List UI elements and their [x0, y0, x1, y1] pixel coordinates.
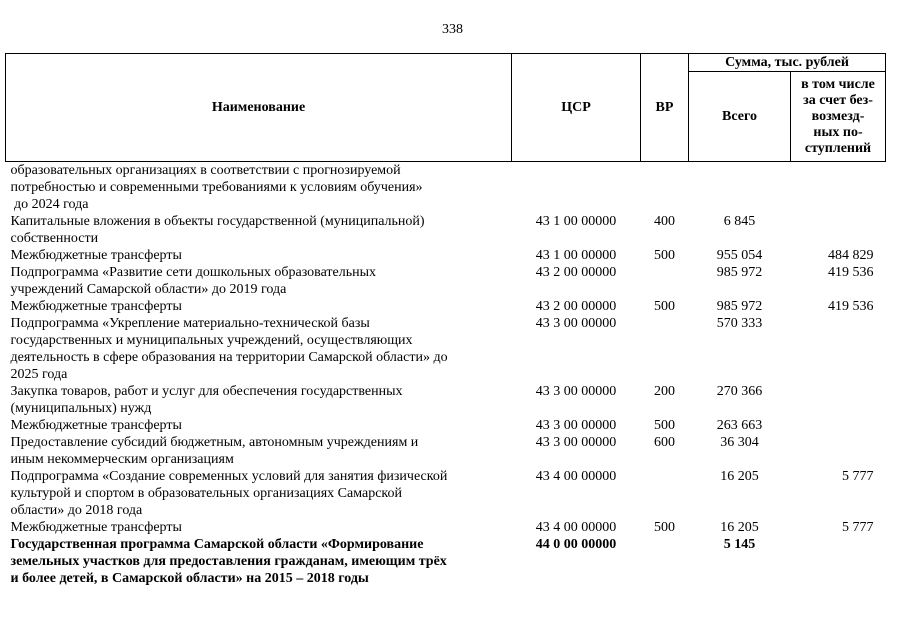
header-csr: ЦСР: [512, 54, 641, 162]
row-name-line: деятельность в сфере образования на территории Самарской области» до: [10, 350, 448, 365]
row-total: 16 205: [720, 469, 759, 484]
row-total: 5 145: [723, 537, 756, 552]
row-name: [6, 536, 512, 587]
table-row: [6, 315, 886, 383]
table-row: [6, 298, 886, 315]
table-row: [6, 519, 886, 536]
row-grant: 484 829: [828, 248, 874, 263]
table-row: [6, 417, 886, 434]
header-grant-line: возмезд-: [811, 108, 865, 124]
row-vr: [641, 536, 689, 587]
row-csr: 43 2 00 00000: [535, 299, 617, 314]
row-grant: [791, 162, 886, 214]
row-total: 955 054: [716, 248, 763, 263]
row-name-line: Капитальные вложения в объекты государственной (муниципальной): [10, 214, 425, 229]
row-grant: [791, 383, 886, 417]
row-total: 36 304: [720, 435, 759, 450]
header-grant-line: за счет без-: [803, 92, 873, 108]
row-name: [6, 264, 512, 298]
row-name-line: земельных участков для предоставления гражданам, имеющим трёх: [10, 554, 447, 569]
row-name-line: собственности: [10, 231, 99, 246]
row-name-line: культурой и спортом в образовательных организациях Самарской: [10, 486, 403, 501]
table-header: [6, 54, 886, 162]
row-grant: 419 536: [828, 265, 874, 280]
row-total: 16 205: [720, 520, 759, 535]
row-vr: 600: [654, 435, 675, 450]
table-row: [6, 536, 886, 587]
page-number: 338: [442, 22, 463, 37]
row-name: [6, 247, 512, 264]
row-vr: [641, 162, 689, 214]
row-name-line: (муниципальных) нужд: [10, 401, 152, 416]
row-name-line: Межбюджетные трансферты: [10, 299, 182, 314]
row-name-line: Государственная программа Самарской области «Формирование: [10, 537, 424, 552]
row-csr: 43 4 00 00000: [535, 469, 617, 484]
row-total: 985 972: [716, 299, 763, 314]
header-vr: ВР: [641, 54, 689, 162]
row-csr: 43 3 00 00000: [535, 384, 617, 399]
row-csr: 43 3 00 00000: [535, 316, 617, 331]
row-vr: 500: [654, 520, 675, 535]
row-name-line: Подпрограмма «Укрепление материально-технической базы: [10, 316, 370, 331]
header-grant-line: ступлений: [804, 140, 872, 156]
row-csr: 44 0 00 00000: [535, 537, 617, 552]
row-name: [6, 213, 512, 247]
row-total: 263 663: [716, 418, 763, 433]
row-grant: [791, 536, 886, 587]
row-name: [6, 417, 512, 434]
row-name: [6, 315, 512, 383]
row-vr: 500: [654, 418, 675, 433]
row-vr: 400: [654, 214, 675, 229]
header-sum-group: Сумма, тыс. рублей: [689, 54, 886, 72]
row-total: 570 333: [716, 316, 763, 331]
row-name-line: образовательных организациях в соответствии с прогнозируемой: [10, 163, 401, 178]
row-vr: 200: [654, 384, 675, 399]
header-grant: [791, 72, 886, 162]
row-name-line: области» до 2018 года: [10, 503, 143, 518]
row-grant: [791, 213, 886, 247]
row-grant: 5 777: [842, 520, 874, 535]
row-name: [6, 298, 512, 315]
row-total: 985 972: [716, 265, 763, 280]
row-name-line: и более детей, в Самарской области» на 2015 – 2018 годы: [10, 571, 369, 586]
row-grant: [791, 417, 886, 434]
row-csr: 43 1 00 00000: [535, 248, 617, 263]
budget-table: [5, 53, 886, 587]
table-row: [6, 213, 886, 247]
row-total: 270 366: [716, 384, 763, 399]
row-name-line: Подпрограмма «Создание современных условий для занятия физической: [10, 469, 448, 484]
row-name-line: государственных и муниципальных учреждений, осуществляющих: [10, 333, 413, 348]
table-row: [6, 264, 886, 298]
header-grant-line: в том числе: [801, 76, 875, 92]
table-row: [6, 383, 886, 417]
row-grant: [791, 434, 886, 468]
table-body: [6, 162, 886, 588]
row-name-line: потребностью и современными требованиями к условиям обучения»: [10, 180, 423, 195]
row-name: [6, 383, 512, 417]
row-total: [689, 162, 791, 214]
row-vr: [641, 264, 689, 298]
row-csr: [512, 162, 641, 214]
row-grant: 419 536: [828, 299, 874, 314]
row-name-line: Межбюджетные трансферты: [10, 520, 182, 535]
row-name-line: до 2024 года: [10, 197, 89, 212]
row-name-line: иным некоммерческим организациям: [10, 452, 234, 467]
row-csr: 43 2 00 00000: [535, 265, 617, 280]
row-name: [6, 468, 512, 519]
row-name-line: Подпрограмма «Развитие сети дошкольных образовательных: [10, 265, 377, 280]
row-csr: 43 4 00 00000: [535, 520, 617, 535]
row-name-line: Закупка товаров, работ и услуг для обеспечения государственных: [10, 384, 403, 399]
header-name: Наименование: [6, 54, 512, 162]
row-name: [6, 519, 512, 536]
table-row: [6, 434, 886, 468]
header-grant-line: ных по-: [813, 124, 863, 140]
row-csr: 43 1 00 00000: [535, 214, 617, 229]
row-vr: [641, 468, 689, 519]
row-name-line: Межбюджетные трансферты: [10, 248, 182, 263]
row-total: 6 845: [723, 214, 756, 229]
row-vr: [641, 315, 689, 383]
row-name-line: учреждений Самарской области» до 2019 года: [10, 282, 287, 297]
row-vr: 500: [654, 248, 675, 263]
table-row: [6, 468, 886, 519]
table-row: [6, 247, 886, 264]
row-grant: [791, 315, 886, 383]
row-name-line: Межбюджетные трансферты: [10, 418, 182, 433]
row-name: [6, 434, 512, 468]
row-csr: 43 3 00 00000: [535, 435, 617, 450]
row-csr: 43 3 00 00000: [535, 418, 617, 433]
table-row: [6, 162, 886, 214]
row-vr: 500: [654, 299, 675, 314]
row-name-line: 2025 года: [10, 367, 68, 382]
row-name-line: Предоставление субсидий бюджетным, автономным учреждениям и: [10, 435, 419, 450]
header-total: Всего: [689, 72, 791, 162]
row-grant: 5 777: [842, 469, 874, 484]
row-name: [6, 162, 512, 214]
